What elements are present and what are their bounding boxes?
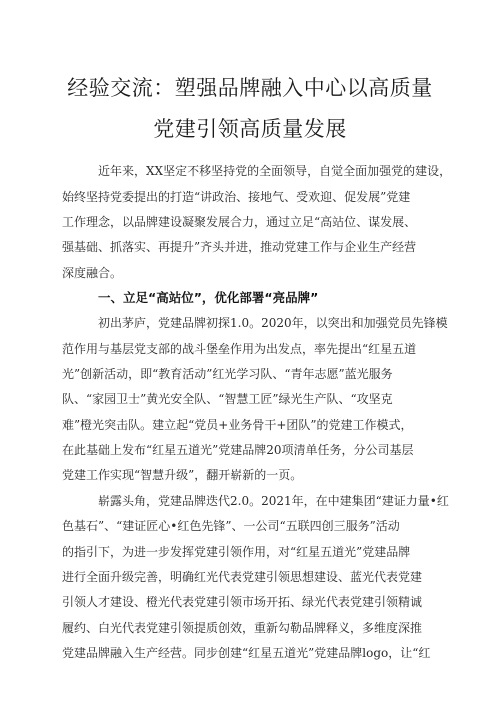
paragraph-line: 的指引下，为进一步发挥党建引领作用，对“红星五道光”党建品牌 [62, 545, 411, 559]
paragraph-line: 崭露头角，党建品牌迭代2.0。2021年，在中建集团“建证力量•红 [98, 494, 449, 508]
paragraph-line: 进行全面升级完善，明确红光代表党建引领思想建设、蓝光代表党建 [62, 570, 423, 584]
paragraph-line: 引领人才建设、橙光代表党建引领市场开拓、绿光代表党建引领精诚 [62, 595, 423, 609]
paragraph-line: 难”橙光突击队。建立起“党员+业务骨干+团队”的党建工作模式， [62, 418, 413, 432]
paragraph-line: 深度融合。 [62, 266, 123, 280]
paragraph-line: 始终坚持党委提出的打造“讲政治、接地气、受欢迎、促发展”党建 [62, 190, 411, 204]
paragraph-line: 初出茅庐，党建品牌初探1.0。2020年，以突出和加强党员先锋模 [98, 316, 448, 330]
paragraph-line: 工作理念，以品牌建设凝聚发展合力，通过立足“高站位、谋发展、 [62, 215, 417, 229]
paragraph-line: 色基石”、“建证匠心•红色先锋”、一公司“五联四创三服务”活动 [62, 519, 400, 533]
paragraph-line: 队、“家园卫士”黄光安全队、“智慧工匠”绿光生产队、“攻坚克 [62, 392, 393, 406]
section-heading: 一、立足“高站位”，优化部署“亮品牌” [98, 290, 319, 305]
paragraph-line: 光”创新活动，即“教育活动”红光学习队、“青年志愿”蓝光服务 [62, 367, 393, 381]
paragraph-line: 履约、白光代表党建引领提质创效，重新勾勒品牌释义，多维度深推 [62, 621, 423, 635]
document-title-line-1: 经验交流：塑强品牌融入中心以高质量 [67, 76, 433, 100]
document-title-line-2: 党建引领高质量发展 [153, 117, 347, 141]
paragraph-line: 范作用与基层党支部的战斗堡垒作用为出发点，率先提出“红星五道 [62, 342, 417, 356]
paragraph-line: 党建工作实现“智慧升级”，翻开崭新的一页。 [62, 468, 303, 482]
paragraph-line: 在此基础上发布“红星五道光”党建品牌20项清单任务，分公司基层 [62, 443, 414, 457]
paragraph-line: 党建品牌融入生产经营。同步创建“红星五道光”党建品牌logo，让“红 [62, 646, 431, 660]
paragraph-line: 强基础、抓落实、再提升”齐头并进，推动党建工作与企业生产经营 [62, 240, 417, 254]
paragraph-line: 近年来，XX坚定不移坚持党的全面领导，自觉全面加强党的建设， [98, 164, 452, 178]
